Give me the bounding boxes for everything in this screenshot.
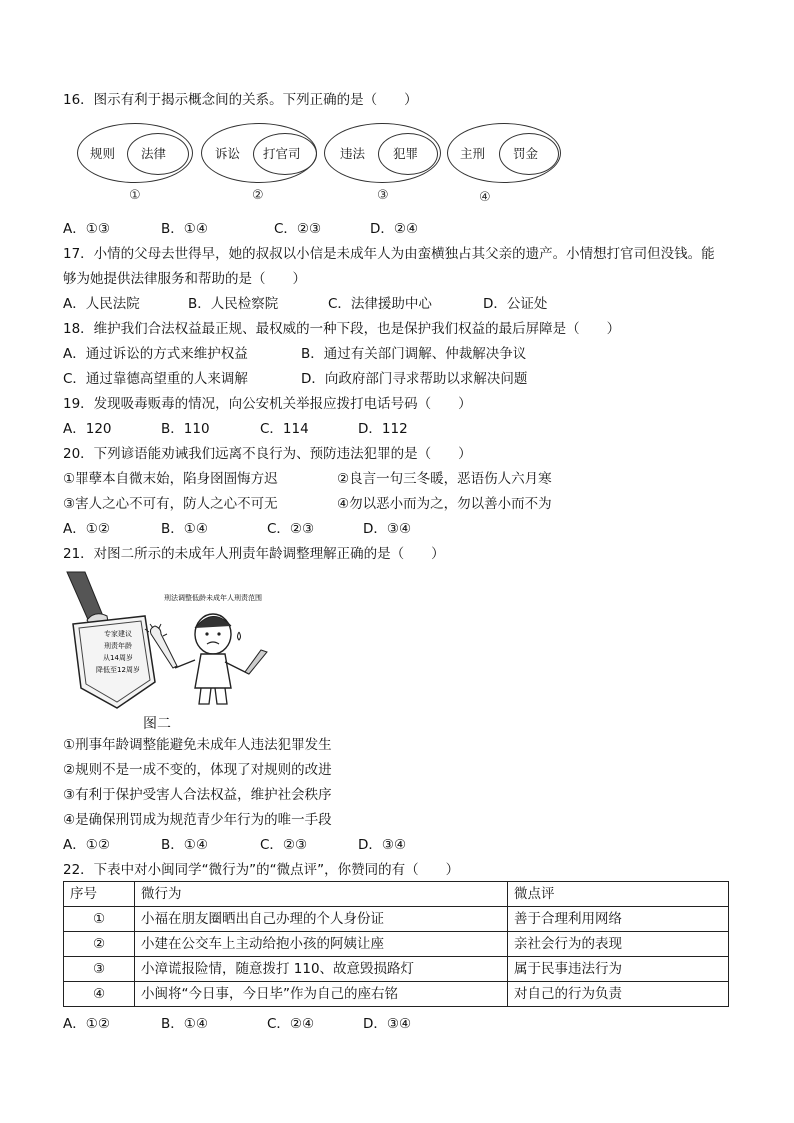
q22-stem: 22．下表中对小闽同学“微行为”的“微点评”，你赞同的有（ ） (63, 862, 460, 878)
shield-text-4: 降低至12周岁 (96, 666, 140, 674)
diagram-2-outer-label: 诉讼 (215, 146, 241, 161)
diagram-1-outer-label: 规则 (90, 146, 116, 161)
q17-option-a[interactable]: A．人民法院 (63, 296, 140, 312)
q21-item-1: ①刑事年龄调整能避免未成年人违法犯罪发生 (63, 737, 332, 753)
diagram-2-number: ② (252, 188, 264, 203)
q19-option-c[interactable]: C．114 (260, 421, 309, 437)
table-row (64, 982, 729, 1007)
boy-body (195, 654, 231, 688)
q20-item-4: ④勿以恶小而为之，勿以善小而不为 (337, 496, 552, 512)
q22-option-a[interactable]: A．①② (63, 1016, 110, 1032)
q19-option-b[interactable]: B．110 (161, 421, 210, 437)
table-row (64, 957, 729, 982)
diagram-2-inner-label: 打官司 (263, 146, 301, 161)
q18-option-b[interactable]: B．通过有关部门调解、仲裁解决争议 (301, 346, 527, 362)
q16-option-c[interactable]: C．②③ (274, 221, 322, 237)
q16-option-b[interactable]: B．①④ (161, 221, 208, 237)
table-row (64, 907, 729, 932)
q20-option-a[interactable]: A．①② (63, 521, 110, 537)
q21-option-a[interactable]: A．①② (63, 837, 110, 853)
figure-2-cartoon (63, 570, 273, 710)
q17-option-b[interactable]: B．人民检察院 (188, 296, 279, 312)
q16-stem: 16．图示有利于揭示概念间的关系。下列正确的是（ ） (63, 92, 418, 108)
diagram-3-number: ③ (377, 188, 389, 203)
header-index: 序号 (64, 882, 135, 907)
q18-option-c[interactable]: C．通过靠德高望重的人来调解 (63, 371, 248, 387)
q19-option-a[interactable]: A．120 (63, 421, 112, 437)
q21-option-b[interactable]: B．①④ (161, 837, 208, 853)
row-comment: 善于合理利用网络 (508, 907, 729, 932)
boy-hair (195, 616, 231, 628)
q21-item-2: ②规则不是一成不变的，体现了对规则的改进 (63, 762, 332, 778)
q19-stem: 19．发现吸毒贩毒的情况，向公安机关举报应拨打电话号码（ ） (63, 396, 472, 412)
boy-legs (199, 688, 227, 704)
diagram-1-inner-label: 法律 (141, 146, 167, 161)
row-index: ③ (64, 957, 135, 982)
header-behavior: 微行为 (135, 882, 508, 907)
q18-option-d[interactable]: D．向政府部门寻求帮助以求解决问题 (301, 371, 528, 387)
q21-item-4: ④是确保刑罚成为规范青少年行为的唯一手段 (63, 812, 332, 828)
q18-option-a[interactable]: A．通过诉讼的方式来维护权益 (63, 346, 248, 362)
knife (245, 650, 267, 674)
q20-item-3: ③害人之心不可有，防人之心不可无 (63, 496, 278, 512)
table-header-row (64, 882, 729, 907)
q20-option-c[interactable]: C．②③ (267, 521, 315, 537)
row-comment: 属于民事违法行为 (508, 957, 729, 982)
q22-option-b[interactable]: B．①④ (161, 1016, 208, 1032)
row-behavior: 小闽将“今日事，今日毕”作为自己的座右铭 (135, 982, 508, 1007)
shield-text-2: 刑责年龄 (104, 642, 132, 650)
table-row (64, 932, 729, 957)
q17-option-d[interactable]: D．公证处 (483, 296, 548, 312)
boy-arm-left (175, 660, 195, 668)
q22-option-d[interactable]: D．③④ (363, 1016, 412, 1032)
q21-item-3: ③有利于保护受害人合法权益，维护社会秩序 (63, 787, 332, 803)
q18-stem: 18．维护我们合法权益最正规、最权威的一种下段，也是保护我们权益的最后屏障是（ ） (63, 321, 621, 337)
row-comment: 对自己的行为负责 (508, 982, 729, 1007)
q16-option-d[interactable]: D．②④ (370, 221, 419, 237)
q21-option-c[interactable]: C．②③ (260, 837, 308, 853)
q17-option-c[interactable]: C．法律援助中心 (328, 296, 432, 312)
row-index: ② (64, 932, 135, 957)
boy-eye-left (205, 632, 208, 635)
diagram-4-number: ④ (479, 190, 491, 205)
q22-table (63, 881, 729, 1007)
row-index: ④ (64, 982, 135, 1007)
header-comment: 微点评 (508, 882, 729, 907)
q20-stem: 20．下列谚语能劝诫我们远离不良行为、预防违法犯罪的是（ ） (63, 446, 472, 462)
q17-stem-line1: 17．小情的父母去世得早，她的叔叔以小信是未成年人为由蛮横独占其父亲的遗产。小情想打官司但没钱。能 (63, 246, 715, 262)
q20-item-2: ②良言一句三冬暖，恶语伤人六月寒 (337, 471, 552, 487)
q21-option-d[interactable]: D．③④ (358, 837, 407, 853)
row-behavior: 小建在公交车上主动给抱小孩的阿姨让座 (135, 932, 508, 957)
cartoon-banner: 刑法调整低龄未成年人刑责范围 (164, 594, 262, 602)
row-index: ① (64, 907, 135, 932)
row-behavior: 小福在朋友圈晒出自己办理的个人身份证 (135, 907, 508, 932)
diagram-4-inner-label: 罚金 (513, 146, 539, 161)
q16-concept-diagrams (75, 123, 565, 215)
club (151, 626, 178, 668)
diagram-3-outer-label: 违法 (340, 146, 366, 161)
figure-2-caption: 图二 (143, 716, 171, 732)
shield-text-1: 专家建议 (104, 630, 132, 638)
q19-option-d[interactable]: D．112 (358, 421, 408, 437)
diagram-4-outer-label: 主刑 (460, 146, 486, 161)
q20-option-d[interactable]: D．③④ (363, 521, 412, 537)
q16-option-a[interactable]: A．①③ (63, 221, 110, 237)
row-behavior: 小漳谎报险情，随意拨打 110、故意毁损路灯 (135, 957, 508, 982)
shield-text-3: 从14周岁 (103, 654, 133, 662)
sweat-drop (238, 632, 241, 640)
diagram-3-inner-label: 犯罪 (393, 146, 419, 161)
boy-eye-right (217, 632, 220, 635)
q21-stem: 21．对图二所示的未成年人刑责年龄调整理解正确的是（ ） (63, 546, 445, 562)
diagram-1-number: ① (129, 188, 141, 203)
row-comment: 亲社会行为的表现 (508, 932, 729, 957)
q22-option-c[interactable]: C．②④ (267, 1016, 315, 1032)
q17-stem-line2: 够为她提供法律服务和帮助的是（ ） (63, 271, 306, 287)
q20-item-1: ①罪孽本自微末始，陷身囹圄悔方迟 (63, 471, 278, 487)
cartoon-illustration (63, 570, 273, 710)
q20-option-b[interactable]: B．①④ (161, 521, 208, 537)
